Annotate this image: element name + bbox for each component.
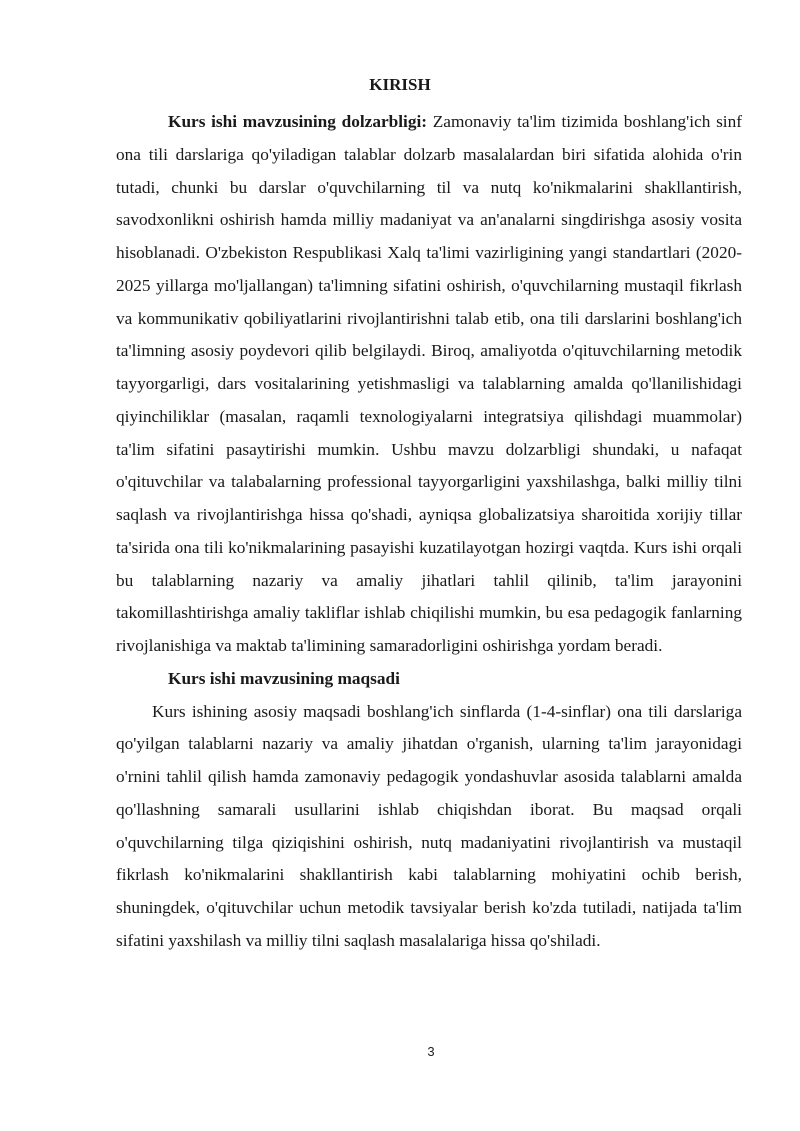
document-body [116,106,742,958]
page-title [0,74,800,96]
goal-paragraph: Kurs ishining asosiy maqsadi boshlang'ich sinflarda (1-4-sinflar) ona tili darslariga qo'yilgan talablarni nazariy va amaliy jihatdan o'rganish, ularning ta'lim jarayonidagi o'rnini tahlil qilish hamda zamonaviy pedagogik yondashuvlar asosida talablarni amalda qo'llashning samarali usullarini ishlab chiqishdan iborat. Bu maqsad orqali o'quvchilarning tilga qiziqishini oshirish, nutq madaniyatini rivojlantirish va mustaqil fikrlash ko'nikmalarini shakllantirish kabi talablarning mohiyatini ochib berish, shuningdek, o'qituvchilar uchun metodik tavsiyalar berish ko'zda tutiladi, natijada ta'lim sifatini yaxshilash va milliy tilni saqlash masalalariga hissa qo'shiladi. [116,701,742,950]
relevance-lead: Kurs ishi mavzusining dolzarbligi: [168,112,428,131]
relevance-paragraph [116,106,742,663]
title-text: KIRISH [369,75,431,94]
relevance-text: Zamonaviy ta'lim tizimida boshlang'ich sinf ona tili darslariga qo'yiladigan talablar dolzarb masalalardan biri sifatida alohida o'rin tutadi, chunki bu darslar o'quvchilarning til va nutq ko'nikmalarini shakllantirish, savodxonlikni oshirish hamda milliy madaniyat va an'analarni singdirishga asosiy vosita hisoblanadi. O'zbekiston Respublikasi Xalq ta'limi vazirligining yangi standartlari (2020-2025 yillarga mo'ljallangan) ta'limning sifatini oshirish, o'quvchilarning mustaqil fikrlash va kommunikativ qobiliyatlarini rivojlantirishni talab etib, ona tili darslarini boshlang'ich ta'limning asosiy poydevori qilib belgilaydi. Biroq, amaliyotda o'qituvchilarning metodik tayyorgarligi, dars vositalarining yetishmasligi va talablarning amalda qo'llanilishidagi qiyinchiliklar (masalan, raqamli texnologiyalarni integratsiya qilishdagi muammolar) ta'lim sifatini pasaytirishi mumkin. Ushbu mavzu dolzarbligi shundaki, u nafaqat o'qituvchilar va talabalarning professional tayyorgarligini yaxshilashga, balki milliy tilni saqlash va rivojlantirishga hissa qo'shadi, ayniqsa globalizatsiya sharoitida xorijiy tillar ta'sirida ona tili ko'nikmalarining pasayishi kuzatilayotgan hozirgi vaqtda. Kurs ishi orqali bu talablarning nazariy va amaliy jihatlari tahlil qilinib, ta'lim jarayonini takomillashtirishga amaliy takliflar ishlab chiqilishi mumkin, bu esa pedagogik fanlarning rivojlanishiga va maktab ta'limining samaradorligini oshirishga yordam beradi. [116,112,742,655]
goal-heading: Kurs ishi mavzusining maqsadi [168,668,400,688]
page-number: 3 [427,1044,435,1059]
